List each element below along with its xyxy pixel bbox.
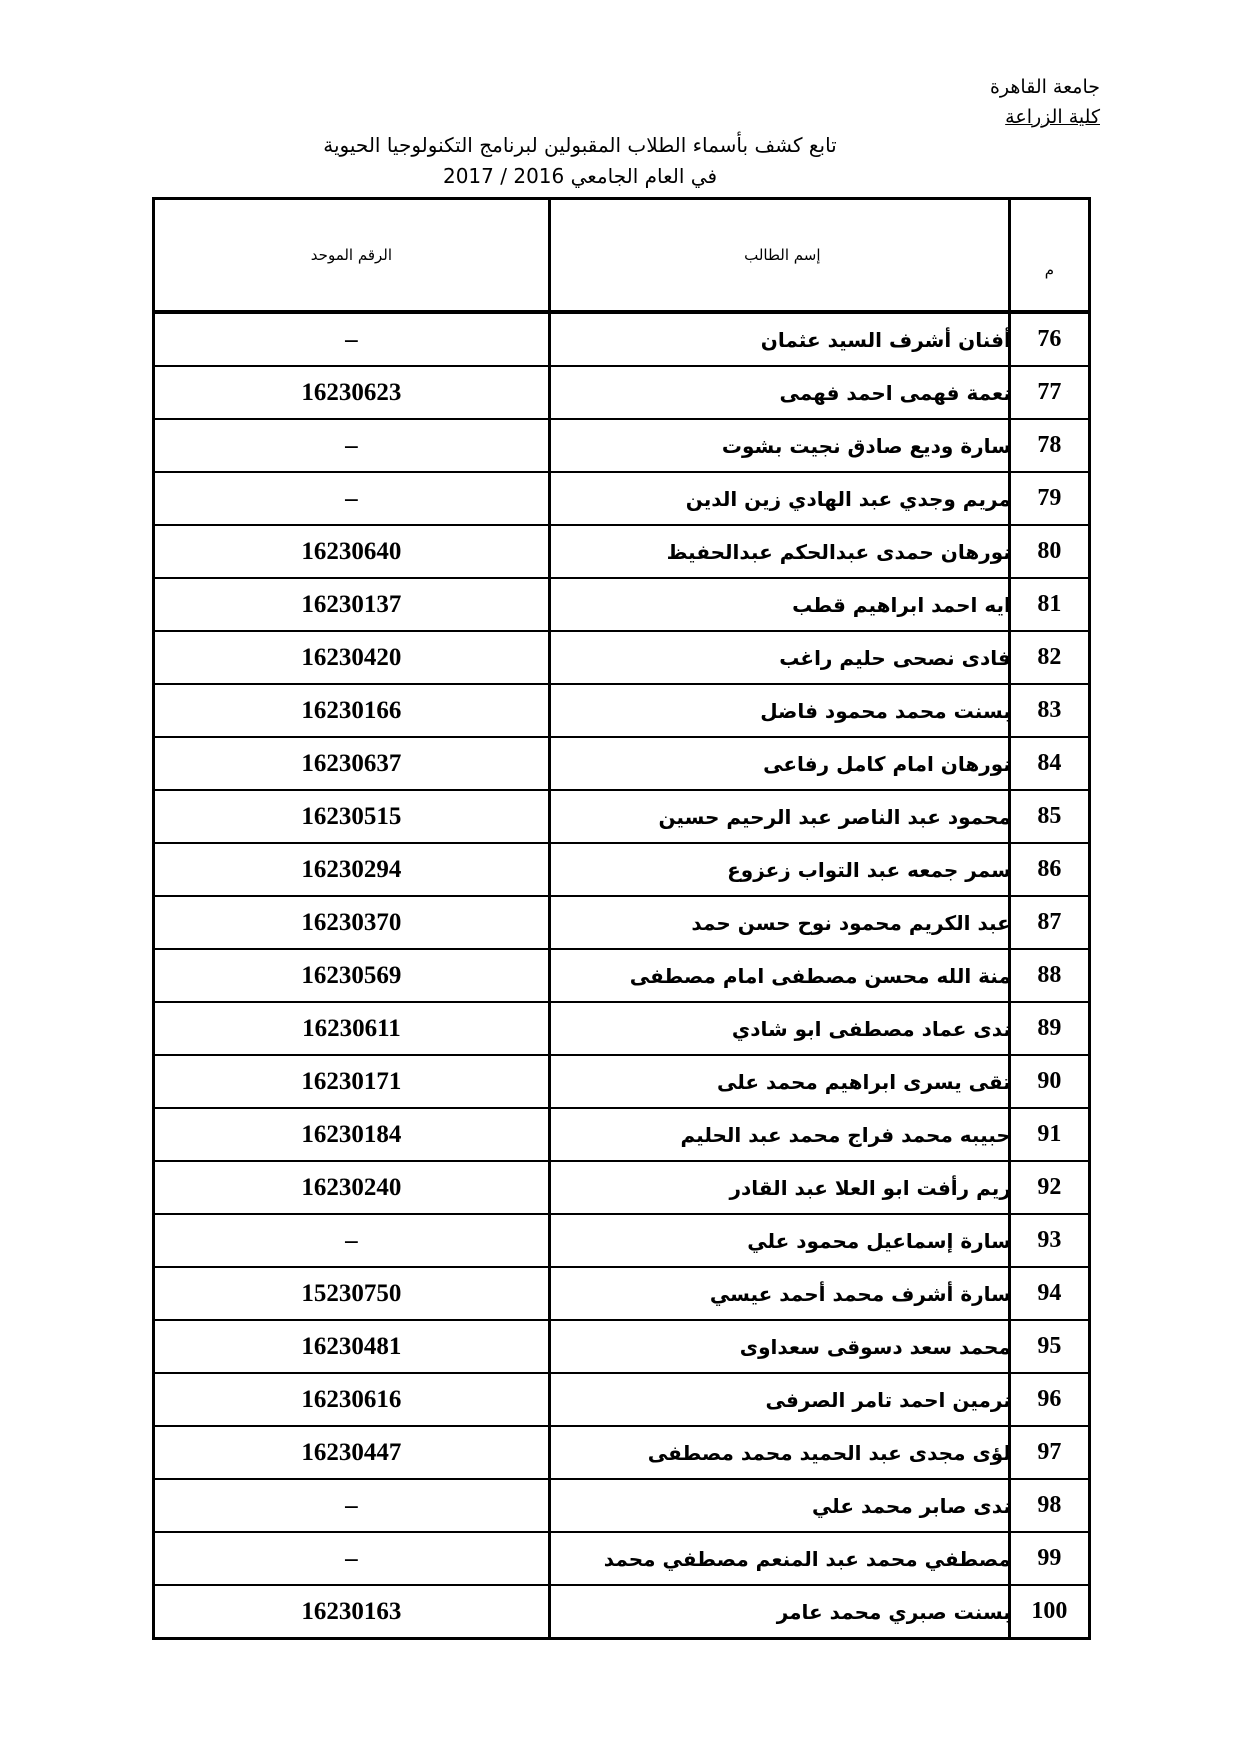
row-number-cell: 85	[1011, 791, 1088, 844]
student-name-cell: ايه احمد ابراهيم قطب	[551, 579, 1011, 632]
row-number-cell: 84	[1011, 738, 1088, 791]
row-number-cell: 77	[1011, 367, 1088, 420]
row-number-cell: 80	[1011, 526, 1088, 579]
row-number-cell: 87	[1011, 897, 1088, 950]
row-number-cell: 92	[1011, 1162, 1088, 1215]
student-name-cell: سمر جمعه عبد التواب زعزوع	[551, 844, 1011, 897]
table-row	[155, 579, 1088, 632]
student-name-cell: ريم رأفت ابو العلا عبد القادر	[551, 1162, 1011, 1215]
student-name-cell: ندى عماد مصطفى ابو شادي	[551, 1003, 1011, 1056]
student-id-cell: 16230616	[155, 1374, 551, 1427]
students-table	[152, 197, 1091, 1640]
table-row	[155, 1533, 1088, 1586]
table-row	[155, 526, 1088, 579]
student-id-cell: 16230637	[155, 738, 551, 791]
student-id-cell: 16230163	[155, 1586, 551, 1637]
row-number-cell: 78	[1011, 420, 1088, 473]
student-id-cell: 16230623	[155, 367, 551, 420]
table-row	[155, 1215, 1088, 1268]
student-id-cell: –	[155, 473, 551, 526]
table-row	[155, 897, 1088, 950]
student-name-cell: فادى نصحى حليم راغب	[551, 632, 1011, 685]
column-header-id: الرقم الموحد	[155, 200, 551, 314]
column-header-num: م	[1011, 200, 1088, 314]
student-id-cell: 16230240	[155, 1162, 551, 1215]
student-name-cell: نورهان حمدى عبدالحكم عبدالحفيظ	[551, 526, 1011, 579]
table-row	[155, 1056, 1088, 1109]
row-number-cell: 90	[1011, 1056, 1088, 1109]
student-id-cell: 16230640	[155, 526, 551, 579]
document-title: تابع كشف بأسماء الطلاب المقبولين لبرنامج التكنولوجيا الحيوية	[323, 133, 837, 157]
student-id-cell: 16230184	[155, 1109, 551, 1162]
column-header-name: إسم الطالب	[551, 200, 1011, 314]
student-name-cell: بسنت محمد محمود فاضل	[551, 685, 1011, 738]
table-row	[155, 1374, 1088, 1427]
student-name-cell: نرمين احمد تامر الصرفى	[551, 1374, 1011, 1427]
student-id-cell: 16230611	[155, 1003, 551, 1056]
row-number-cell: 98	[1011, 1480, 1088, 1533]
table-row	[155, 632, 1088, 685]
student-name-cell: سارة إسماعيل محمود علي	[551, 1215, 1011, 1268]
student-id-cell: 16230294	[155, 844, 551, 897]
table-row	[155, 1003, 1088, 1056]
student-id-cell: 16230515	[155, 791, 551, 844]
table-row	[155, 367, 1088, 420]
university-name: جامعة القاهرة	[989, 76, 1100, 98]
student-name-cell: أفنان أشرف السيد عثمان	[551, 314, 1011, 367]
row-number-cell: 95	[1011, 1321, 1088, 1374]
table-row	[155, 1586, 1088, 1637]
student-name-cell: حبيبه محمد فراج محمد عبد الحليم	[551, 1109, 1011, 1162]
student-name-cell: محمد سعد دسوقى سعداوى	[551, 1321, 1011, 1374]
student-name-cell: نعمة فهمى احمد فهمى	[551, 367, 1011, 420]
table-row	[155, 473, 1088, 526]
row-number-cell: 97	[1011, 1427, 1088, 1480]
student-id-cell: 16230166	[155, 685, 551, 738]
student-id-cell: 15230750	[155, 1268, 551, 1321]
row-number-cell: 93	[1011, 1215, 1088, 1268]
student-id-cell: –	[155, 314, 551, 367]
row-number-cell: 99	[1011, 1533, 1088, 1586]
row-number-cell: 76	[1011, 314, 1088, 367]
student-name-cell: مصطفي محمد عبد المنعم مصطفي محمد	[551, 1533, 1011, 1586]
student-id-cell: 16230447	[155, 1427, 551, 1480]
row-number-cell: 100	[1031, 1598, 1068, 1624]
student-name-cell: عبد الكريم محمود نوح حسن حمد	[551, 897, 1011, 950]
row-number-cell: 91	[1011, 1109, 1088, 1162]
student-id-cell: –	[155, 1480, 551, 1533]
table-row	[155, 950, 1088, 1003]
student-id-cell: 16230370	[155, 897, 551, 950]
student-id-cell: –	[155, 1215, 551, 1268]
student-id-cell: –	[155, 1533, 551, 1586]
row-number-cell: 81	[1011, 579, 1088, 632]
student-name-cell: منة الله محسن مصطفى امام مصطفى	[551, 950, 1011, 1003]
table-row	[155, 1268, 1088, 1321]
table-row	[155, 1162, 1088, 1215]
table-row	[155, 791, 1088, 844]
student-id-cell: 16230420	[155, 632, 551, 685]
table-row	[155, 1321, 1088, 1374]
row-number-cell: 88	[1011, 950, 1088, 1003]
student-id-cell: 16230569	[155, 950, 551, 1003]
student-name-cell: محمود عبد الناصر عبد الرحيم حسين	[551, 791, 1011, 844]
table-row	[155, 738, 1088, 791]
student-id-cell: –	[155, 420, 551, 473]
student-name-cell: تقى يسرى ابراهيم محمد على	[551, 1056, 1011, 1109]
table-row	[155, 1427, 1088, 1480]
row-number-cell: 83	[1011, 685, 1088, 738]
student-name-cell: سارة وديع صادق نجيت بشوت	[551, 420, 1011, 473]
row-number-cell: 96	[1011, 1374, 1088, 1427]
row-number-cell: 82	[1011, 632, 1088, 685]
table-row	[155, 314, 1088, 367]
faculty-name: كلية الزراعة	[1005, 106, 1100, 128]
table-row	[155, 685, 1088, 738]
student-id-cell: 16230481	[155, 1321, 551, 1374]
row-number-cell: 89	[1011, 1003, 1088, 1056]
table-row	[155, 1109, 1088, 1162]
document-subtitle: في العام الجامعي 2016 / 2017	[442, 164, 718, 188]
table-row	[155, 1480, 1088, 1533]
student-name-cell: لؤى مجدى عبد الحميد محمد مصطفى	[551, 1427, 1011, 1480]
student-name-cell: سارة أشرف محمد أحمد عيسي	[551, 1268, 1011, 1321]
student-id-cell: 16230137	[155, 579, 551, 632]
table-row	[155, 844, 1088, 897]
table-header-row	[155, 200, 1088, 314]
document-header	[990, 72, 1100, 132]
student-name-cell: ندى صابر محمد علي	[551, 1480, 1011, 1533]
row-number-cell: 94	[1011, 1268, 1088, 1321]
student-name-cell: نورهان امام كامل رفاعى	[551, 738, 1011, 791]
student-id-cell: 16230171	[155, 1056, 551, 1109]
student-name-cell: مريم وجدي عبد الهادي زين الدين	[551, 473, 1011, 526]
student-name-cell: بسنت صبري محمد عامر	[551, 1586, 1011, 1637]
row-number-cell: 79	[1011, 473, 1088, 526]
table-row	[155, 420, 1088, 473]
row-number-cell: 86	[1011, 844, 1088, 897]
